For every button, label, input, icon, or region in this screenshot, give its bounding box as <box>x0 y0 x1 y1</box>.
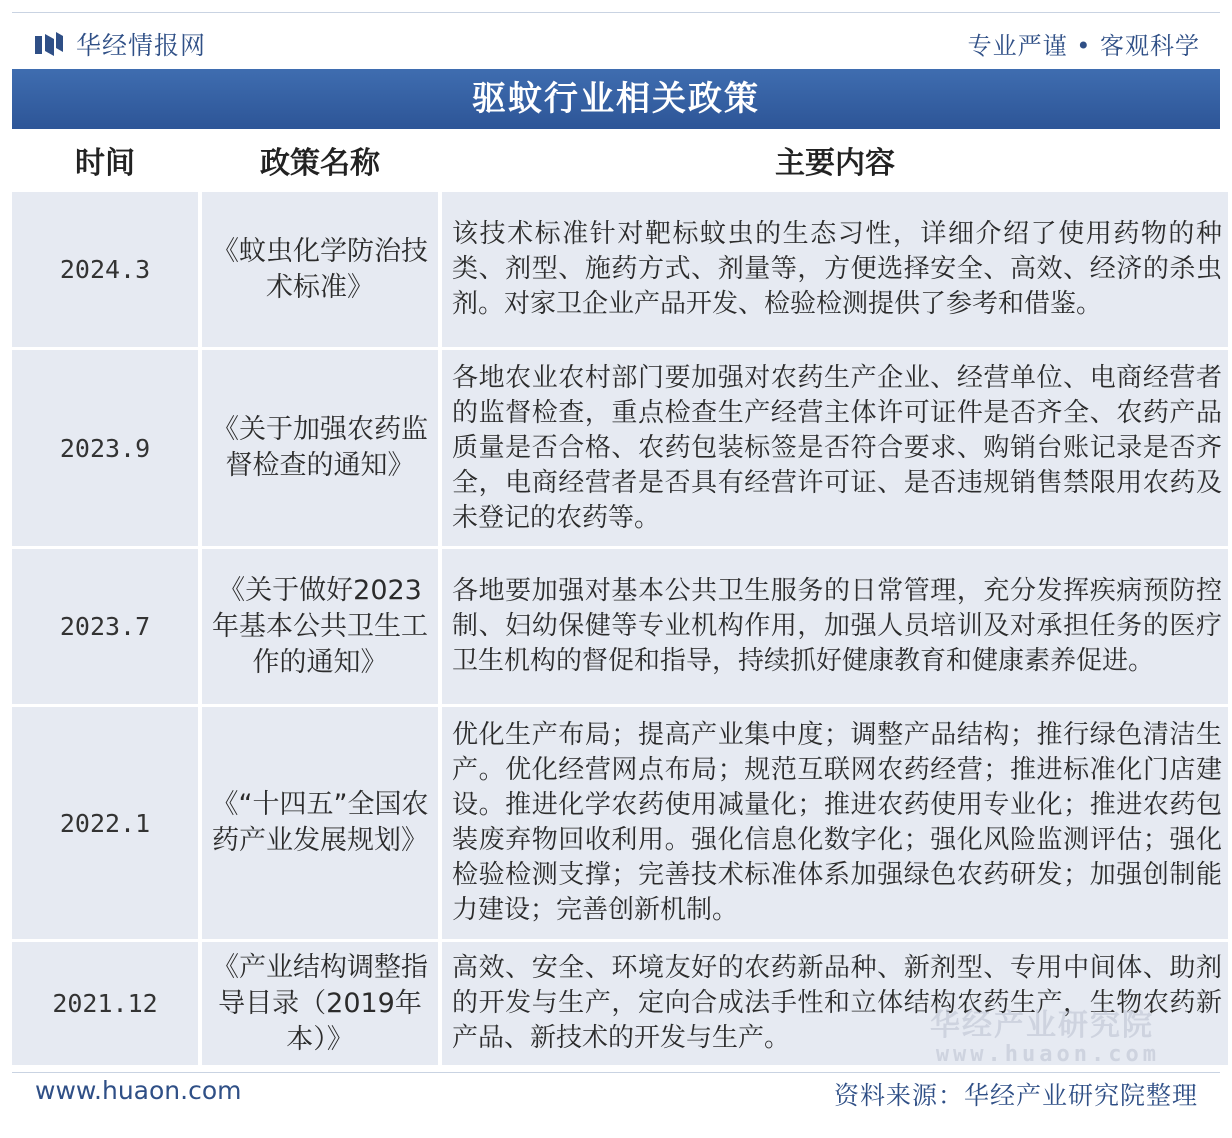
row-date: 2024.3 <box>12 192 198 347</box>
footer-source: 资料来源：华经产业研究院整理 <box>833 1081 1198 1110</box>
brand-name: 华经情报网 <box>76 31 207 60</box>
column-header-date: 时间 <box>12 131 198 189</box>
column-header-content: 主要内容 <box>442 131 1228 189</box>
huajing-logo-icon <box>34 30 64 58</box>
footer-divider <box>12 1072 1220 1073</box>
row-policy-name: 《蚊虫化学防治技术标准》 <box>202 192 438 347</box>
row-policy-name: 《产业结构调整指导目录（2019年本）》 <box>202 942 438 1065</box>
footer-website: www.huaon.com <box>35 1076 242 1105</box>
row-date: 2023.7 <box>12 549 198 704</box>
row-content: 高效、安全、环境友好的农药新品种、新剂型、专用中间体、助剂的开发与生产，定向合成法手性和立体结构农药生产，生物农药新产品、新技术的开发与生产。 <box>442 942 1228 1065</box>
top-divider <box>12 12 1220 13</box>
row-date: 2023.9 <box>12 350 198 546</box>
row-content: 优化生产布局；提高产业集中度；调整产品结构；推行绿色清洁生产。优化经营网点布局；规范互联网农药经营；推进标准化门店建设。推进化学农药使用减量化；推进农药使用专业化；推进农药包装废弃物回收利用。强化信息化数字化；强化风险监测评估；强化检验检测支撑；完善技术标准体系加强绿色农药研发；加强创制能力建设；完善创新机制。 <box>442 707 1228 939</box>
row-policy-name: 《关于加强农药监督检查的通知》 <box>202 350 438 546</box>
policy-table <box>12 131 1220 1065</box>
row-content: 各地农业农村部门要加强对农药生产企业、经营单位、电商经营者的监督检查，重点检查生产经营主体许可证件是否齐全、农药产品质量是否合格、农药包装标签是否符合要求、购销台账记录是否齐全，电商经营者是否具有经营许可证、是否违规销售禁限用农药及未登记的农药等。 <box>442 350 1228 546</box>
row-content: 各地要加强对基本公共卫生服务的日常管理，充分发挥疾病预防控制、妇幼保健等专业机构作用，加强人员培训及对承担任务的医疗卫生机构的督促和指导，持续抓好健康教育和健康素养促进。 <box>442 549 1228 704</box>
column-header-policy-name: 政策名称 <box>202 131 438 189</box>
row-date: 2022.1 <box>12 707 198 939</box>
row-content: 该技术标准针对靶标蚊虫的生态习性，详细介绍了使用药物的种类、剂型、施药方式、剂量等，方便选择安全、高效、经济的杀虫剂。对家卫企业产品开发、检验检测提供了参考和借鉴。 <box>442 192 1228 347</box>
watermark-org: 华经产业研究院 <box>930 1008 1154 1043</box>
page-title: 驱蚊行业相关政策 <box>12 69 1220 129</box>
row-policy-name: 《关于做好2023年基本公共卫生工作的通知》 <box>202 549 438 704</box>
brand <box>34 26 206 62</box>
row-policy-name: 《“十四五”全国农药产业发展规划》 <box>202 707 438 939</box>
slogan: 专业严谨 • 客观科学 <box>967 32 1200 60</box>
page-header <box>12 18 1220 66</box>
row-date: 2021.12 <box>12 942 198 1065</box>
watermark-url: www.huaon.com <box>935 1042 1160 1067</box>
